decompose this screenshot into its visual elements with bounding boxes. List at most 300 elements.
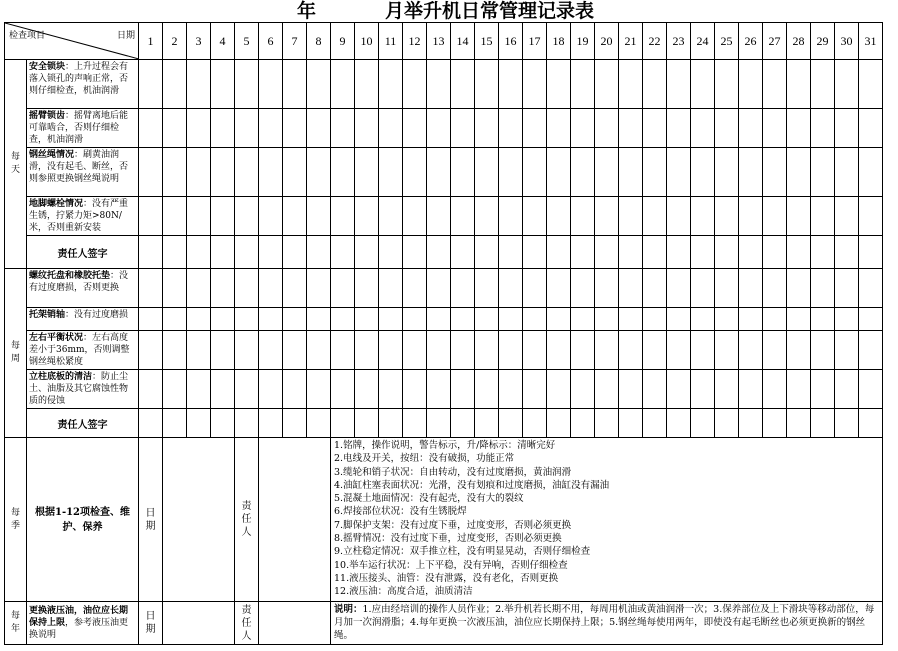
day-cell[interactable]	[475, 370, 499, 409]
day-cell[interactable]	[283, 197, 307, 236]
day-cell[interactable]	[691, 269, 715, 308]
day-cell[interactable]	[427, 370, 451, 409]
day-cell[interactable]	[283, 370, 307, 409]
day-cell[interactable]	[787, 236, 811, 269]
yearly-date-entry[interactable]	[163, 602, 235, 645]
day-cell[interactable]	[547, 109, 571, 148]
day-cell[interactable]	[427, 148, 451, 197]
day-cell[interactable]	[691, 308, 715, 331]
day-cell[interactable]	[667, 269, 691, 308]
day-cell[interactable]	[427, 308, 451, 331]
day-cell[interactable]	[163, 308, 187, 331]
day-cell[interactable]	[355, 308, 379, 331]
day-cell[interactable]	[475, 109, 499, 148]
day-cell[interactable]	[595, 236, 619, 269]
day-cell[interactable]	[787, 109, 811, 148]
day-cell[interactable]	[331, 331, 355, 370]
day-cell[interactable]	[547, 331, 571, 370]
day-cell[interactable]	[691, 148, 715, 197]
day-cell[interactable]	[763, 197, 787, 236]
day-cell[interactable]	[403, 197, 427, 236]
day-cell[interactable]	[763, 236, 787, 269]
day-cell[interactable]	[163, 331, 187, 370]
day-cell[interactable]	[787, 60, 811, 109]
day-cell[interactable]	[787, 331, 811, 370]
day-cell[interactable]	[619, 109, 643, 148]
day-cell[interactable]	[499, 409, 523, 438]
day-cell[interactable]	[595, 197, 619, 236]
day-cell[interactable]	[835, 331, 859, 370]
day-cell[interactable]	[619, 148, 643, 197]
day-cell[interactable]	[715, 60, 739, 109]
day-cell[interactable]	[715, 331, 739, 370]
day-cell[interactable]	[523, 370, 547, 409]
day-cell[interactable]	[403, 308, 427, 331]
day-cell[interactable]	[859, 370, 883, 409]
day-cell[interactable]	[547, 409, 571, 438]
day-cell[interactable]	[619, 409, 643, 438]
day-cell[interactable]	[139, 60, 163, 109]
day-cell[interactable]	[235, 60, 259, 109]
day-cell[interactable]	[787, 269, 811, 308]
day-cell[interactable]	[427, 331, 451, 370]
day-cell[interactable]	[403, 409, 427, 438]
day-cell[interactable]	[691, 331, 715, 370]
day-cell[interactable]	[571, 370, 595, 409]
day-cell[interactable]	[667, 236, 691, 269]
day-cell[interactable]	[475, 269, 499, 308]
day-cell[interactable]	[739, 409, 763, 438]
day-cell[interactable]	[451, 109, 475, 148]
day-cell[interactable]	[643, 109, 667, 148]
day-cell[interactable]	[523, 331, 547, 370]
day-cell[interactable]	[595, 409, 619, 438]
day-cell[interactable]	[259, 269, 283, 308]
day-cell[interactable]	[859, 269, 883, 308]
day-cell[interactable]	[643, 236, 667, 269]
day-cell[interactable]	[715, 109, 739, 148]
day-cell[interactable]	[403, 331, 427, 370]
day-cell[interactable]	[811, 60, 835, 109]
day-cell[interactable]	[787, 148, 811, 197]
day-cell[interactable]	[139, 197, 163, 236]
day-cell[interactable]	[355, 331, 379, 370]
day-cell[interactable]	[643, 269, 667, 308]
day-cell[interactable]	[451, 331, 475, 370]
day-cell[interactable]	[403, 109, 427, 148]
day-cell[interactable]	[427, 409, 451, 438]
day-cell[interactable]	[811, 109, 835, 148]
day-cell[interactable]	[667, 370, 691, 409]
day-cell[interactable]	[691, 409, 715, 438]
day-cell[interactable]	[547, 308, 571, 331]
day-cell[interactable]	[451, 197, 475, 236]
day-cell[interactable]	[643, 370, 667, 409]
day-cell[interactable]	[595, 308, 619, 331]
day-cell[interactable]	[499, 331, 523, 370]
day-cell[interactable]	[235, 236, 259, 269]
day-cell[interactable]	[451, 308, 475, 331]
day-cell[interactable]	[523, 109, 547, 148]
day-cell[interactable]	[691, 197, 715, 236]
day-cell[interactable]	[451, 236, 475, 269]
day-cell[interactable]	[283, 236, 307, 269]
day-cell[interactable]	[667, 148, 691, 197]
day-cell[interactable]	[259, 331, 283, 370]
day-cell[interactable]	[355, 148, 379, 197]
day-cell[interactable]	[211, 331, 235, 370]
day-cell[interactable]	[523, 308, 547, 331]
day-cell[interactable]	[859, 60, 883, 109]
day-cell[interactable]	[379, 370, 403, 409]
quarterly-date-entry[interactable]	[163, 438, 235, 602]
day-cell[interactable]	[523, 409, 547, 438]
day-cell[interactable]	[427, 60, 451, 109]
day-cell[interactable]	[835, 409, 859, 438]
day-cell[interactable]	[787, 308, 811, 331]
day-cell[interactable]	[811, 370, 835, 409]
day-cell[interactable]	[331, 109, 355, 148]
day-cell[interactable]	[163, 236, 187, 269]
day-cell[interactable]	[139, 236, 163, 269]
day-cell[interactable]	[451, 60, 475, 109]
quarterly-responsible-entry[interactable]	[259, 438, 331, 602]
day-cell[interactable]	[139, 308, 163, 331]
day-cell[interactable]	[643, 409, 667, 438]
day-cell[interactable]	[643, 331, 667, 370]
day-cell[interactable]	[763, 109, 787, 148]
day-cell[interactable]	[571, 60, 595, 109]
day-cell[interactable]	[667, 409, 691, 438]
day-cell[interactable]	[667, 308, 691, 331]
day-cell[interactable]	[163, 370, 187, 409]
day-cell[interactable]	[571, 331, 595, 370]
day-cell[interactable]	[859, 331, 883, 370]
day-cell[interactable]	[163, 409, 187, 438]
day-cell[interactable]	[451, 269, 475, 308]
day-cell[interactable]	[187, 109, 211, 148]
day-cell[interactable]	[331, 370, 355, 409]
day-cell[interactable]	[835, 197, 859, 236]
day-cell[interactable]	[835, 60, 859, 109]
day-cell[interactable]	[211, 308, 235, 331]
day-cell[interactable]	[859, 148, 883, 197]
day-cell[interactable]	[859, 236, 883, 269]
day-cell[interactable]	[475, 197, 499, 236]
day-cell[interactable]	[763, 269, 787, 308]
day-cell[interactable]	[499, 148, 523, 197]
day-cell[interactable]	[571, 269, 595, 308]
day-cell[interactable]	[475, 60, 499, 109]
day-cell[interactable]	[691, 109, 715, 148]
day-cell[interactable]	[331, 308, 355, 331]
day-cell[interactable]	[331, 148, 355, 197]
day-cell[interactable]	[163, 109, 187, 148]
day-cell[interactable]	[475, 308, 499, 331]
day-cell[interactable]	[379, 308, 403, 331]
day-cell[interactable]	[187, 269, 211, 308]
day-cell[interactable]	[499, 197, 523, 236]
day-cell[interactable]	[307, 269, 331, 308]
day-cell[interactable]	[499, 109, 523, 148]
day-cell[interactable]	[355, 197, 379, 236]
day-cell[interactable]	[307, 308, 331, 331]
day-cell[interactable]	[259, 236, 283, 269]
day-cell[interactable]	[739, 109, 763, 148]
day-cell[interactable]	[427, 109, 451, 148]
day-cell[interactable]	[571, 236, 595, 269]
day-cell[interactable]	[379, 269, 403, 308]
day-cell[interactable]	[331, 197, 355, 236]
day-cell[interactable]	[715, 269, 739, 308]
day-cell[interactable]	[331, 409, 355, 438]
day-cell[interactable]	[403, 148, 427, 197]
day-cell[interactable]	[403, 60, 427, 109]
day-cell[interactable]	[667, 331, 691, 370]
day-cell[interactable]	[619, 308, 643, 331]
day-cell[interactable]	[139, 331, 163, 370]
day-cell[interactable]	[811, 236, 835, 269]
day-cell[interactable]	[739, 308, 763, 331]
day-cell[interactable]	[307, 236, 331, 269]
day-cell[interactable]	[139, 109, 163, 148]
day-cell[interactable]	[379, 60, 403, 109]
day-cell[interactable]	[379, 409, 403, 438]
day-cell[interactable]	[715, 370, 739, 409]
day-cell[interactable]	[835, 109, 859, 148]
day-cell[interactable]	[763, 331, 787, 370]
day-cell[interactable]	[187, 409, 211, 438]
day-cell[interactable]	[187, 197, 211, 236]
day-cell[interactable]	[763, 60, 787, 109]
day-cell[interactable]	[595, 331, 619, 370]
day-cell[interactable]	[211, 269, 235, 308]
day-cell[interactable]	[715, 197, 739, 236]
day-cell[interactable]	[427, 269, 451, 308]
day-cell[interactable]	[835, 236, 859, 269]
day-cell[interactable]	[835, 269, 859, 308]
day-cell[interactable]	[211, 409, 235, 438]
day-cell[interactable]	[211, 148, 235, 197]
day-cell[interactable]	[331, 236, 355, 269]
day-cell[interactable]	[715, 148, 739, 197]
day-cell[interactable]	[427, 197, 451, 236]
day-cell[interactable]	[835, 370, 859, 409]
day-cell[interactable]	[691, 370, 715, 409]
day-cell[interactable]	[187, 370, 211, 409]
day-cell[interactable]	[571, 308, 595, 331]
day-cell[interactable]	[235, 148, 259, 197]
day-cell[interactable]	[403, 236, 427, 269]
day-cell[interactable]	[547, 370, 571, 409]
day-cell[interactable]	[499, 370, 523, 409]
day-cell[interactable]	[595, 60, 619, 109]
day-cell[interactable]	[595, 109, 619, 148]
day-cell[interactable]	[235, 197, 259, 236]
day-cell[interactable]	[619, 331, 643, 370]
day-cell[interactable]	[355, 370, 379, 409]
day-cell[interactable]	[523, 60, 547, 109]
day-cell[interactable]	[595, 370, 619, 409]
day-cell[interactable]	[619, 197, 643, 236]
day-cell[interactable]	[283, 308, 307, 331]
day-cell[interactable]	[643, 197, 667, 236]
day-cell[interactable]	[499, 60, 523, 109]
day-cell[interactable]	[643, 60, 667, 109]
day-cell[interactable]	[739, 148, 763, 197]
day-cell[interactable]	[739, 331, 763, 370]
day-cell[interactable]	[451, 409, 475, 438]
day-cell[interactable]	[475, 148, 499, 197]
day-cell[interactable]	[259, 60, 283, 109]
day-cell[interactable]	[619, 236, 643, 269]
day-cell[interactable]	[283, 60, 307, 109]
day-cell[interactable]	[211, 109, 235, 148]
day-cell[interactable]	[211, 236, 235, 269]
day-cell[interactable]	[211, 197, 235, 236]
day-cell[interactable]	[739, 370, 763, 409]
day-cell[interactable]	[523, 269, 547, 308]
day-cell[interactable]	[379, 236, 403, 269]
day-cell[interactable]	[451, 148, 475, 197]
day-cell[interactable]	[379, 197, 403, 236]
day-cell[interactable]	[499, 269, 523, 308]
day-cell[interactable]	[619, 370, 643, 409]
day-cell[interactable]	[307, 148, 331, 197]
day-cell[interactable]	[283, 109, 307, 148]
day-cell[interactable]	[331, 60, 355, 109]
day-cell[interactable]	[643, 148, 667, 197]
day-cell[interactable]	[235, 370, 259, 409]
day-cell[interactable]	[307, 409, 331, 438]
day-cell[interactable]	[355, 269, 379, 308]
day-cell[interactable]	[403, 370, 427, 409]
day-cell[interactable]	[187, 148, 211, 197]
day-cell[interactable]	[739, 197, 763, 236]
day-cell[interactable]	[163, 60, 187, 109]
day-cell[interactable]	[475, 331, 499, 370]
day-cell[interactable]	[307, 109, 331, 148]
day-cell[interactable]	[547, 60, 571, 109]
day-cell[interactable]	[619, 60, 643, 109]
day-cell[interactable]	[667, 197, 691, 236]
day-cell[interactable]	[259, 308, 283, 331]
day-cell[interactable]	[739, 60, 763, 109]
day-cell[interactable]	[187, 60, 211, 109]
day-cell[interactable]	[763, 308, 787, 331]
day-cell[interactable]	[547, 148, 571, 197]
day-cell[interactable]	[787, 197, 811, 236]
day-cell[interactable]	[811, 148, 835, 197]
day-cell[interactable]	[691, 236, 715, 269]
day-cell[interactable]	[163, 269, 187, 308]
day-cell[interactable]	[835, 148, 859, 197]
day-cell[interactable]	[283, 148, 307, 197]
day-cell[interactable]	[259, 148, 283, 197]
day-cell[interactable]	[523, 236, 547, 269]
day-cell[interactable]	[859, 409, 883, 438]
day-cell[interactable]	[667, 109, 691, 148]
day-cell[interactable]	[715, 409, 739, 438]
day-cell[interactable]	[451, 370, 475, 409]
day-cell[interactable]	[235, 308, 259, 331]
day-cell[interactable]	[187, 308, 211, 331]
day-cell[interactable]	[355, 236, 379, 269]
day-cell[interactable]	[523, 197, 547, 236]
day-cell[interactable]	[571, 109, 595, 148]
day-cell[interactable]	[259, 409, 283, 438]
day-cell[interactable]	[859, 308, 883, 331]
day-cell[interactable]	[427, 236, 451, 269]
day-cell[interactable]	[787, 409, 811, 438]
day-cell[interactable]	[811, 308, 835, 331]
day-cell[interactable]	[667, 60, 691, 109]
day-cell[interactable]	[691, 60, 715, 109]
day-cell[interactable]	[859, 197, 883, 236]
day-cell[interactable]	[259, 109, 283, 148]
day-cell[interactable]	[859, 109, 883, 148]
day-cell[interactable]	[499, 308, 523, 331]
day-cell[interactable]	[811, 409, 835, 438]
day-cell[interactable]	[547, 269, 571, 308]
day-cell[interactable]	[283, 409, 307, 438]
day-cell[interactable]	[187, 331, 211, 370]
day-cell[interactable]	[571, 148, 595, 197]
day-cell[interactable]	[307, 60, 331, 109]
day-cell[interactable]	[355, 409, 379, 438]
day-cell[interactable]	[715, 308, 739, 331]
day-cell[interactable]	[139, 409, 163, 438]
day-cell[interactable]	[355, 109, 379, 148]
day-cell[interactable]	[283, 269, 307, 308]
day-cell[interactable]	[379, 148, 403, 197]
day-cell[interactable]	[643, 308, 667, 331]
day-cell[interactable]	[523, 148, 547, 197]
day-cell[interactable]	[811, 269, 835, 308]
day-cell[interactable]	[307, 331, 331, 370]
day-cell[interactable]	[739, 236, 763, 269]
day-cell[interactable]	[163, 197, 187, 236]
day-cell[interactable]	[259, 197, 283, 236]
day-cell[interactable]	[139, 370, 163, 409]
day-cell[interactable]	[715, 236, 739, 269]
day-cell[interactable]	[307, 370, 331, 409]
day-cell[interactable]	[811, 331, 835, 370]
day-cell[interactable]	[571, 409, 595, 438]
day-cell[interactable]	[595, 269, 619, 308]
day-cell[interactable]	[787, 370, 811, 409]
day-cell[interactable]	[547, 236, 571, 269]
day-cell[interactable]	[763, 409, 787, 438]
day-cell[interactable]	[739, 269, 763, 308]
day-cell[interactable]	[475, 409, 499, 438]
day-cell[interactable]	[235, 331, 259, 370]
day-cell[interactable]	[547, 197, 571, 236]
day-cell[interactable]	[763, 370, 787, 409]
day-cell[interactable]	[403, 269, 427, 308]
day-cell[interactable]	[307, 197, 331, 236]
yearly-responsible-entry[interactable]	[259, 602, 331, 645]
day-cell[interactable]	[235, 409, 259, 438]
day-cell[interactable]	[259, 370, 283, 409]
day-cell[interactable]	[211, 370, 235, 409]
day-cell[interactable]	[355, 60, 379, 109]
day-cell[interactable]	[811, 197, 835, 236]
day-cell[interactable]	[595, 148, 619, 197]
day-cell[interactable]	[379, 331, 403, 370]
day-cell[interactable]	[235, 269, 259, 308]
day-cell[interactable]	[619, 269, 643, 308]
